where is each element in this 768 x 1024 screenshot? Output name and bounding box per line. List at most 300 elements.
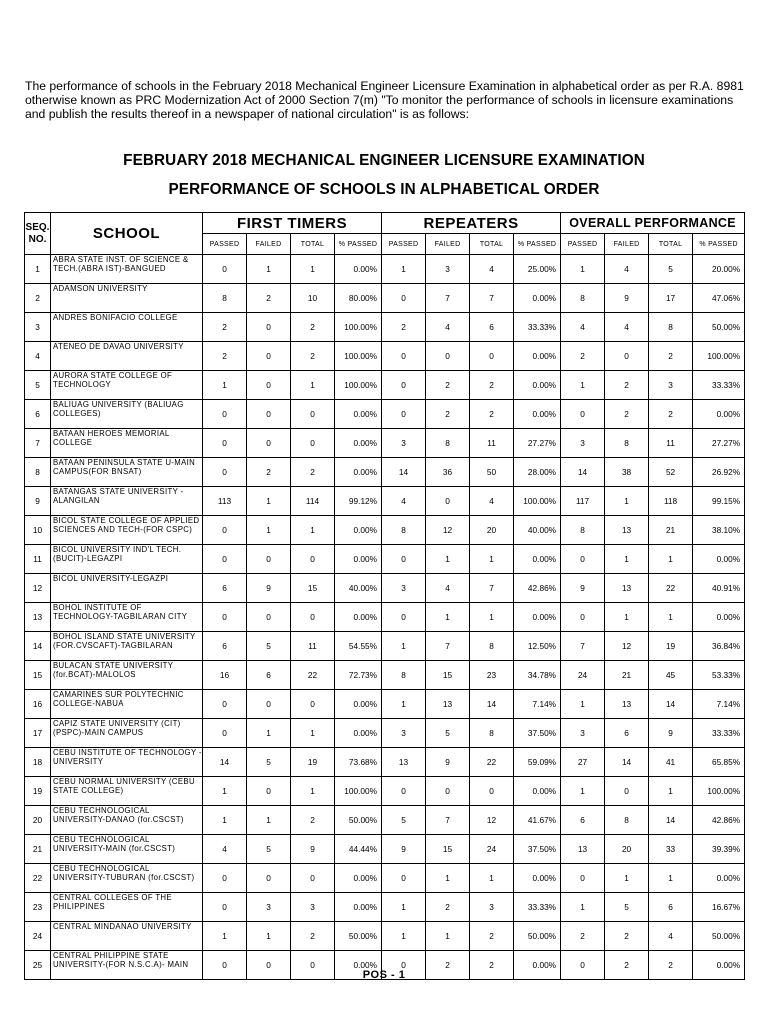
first-timers-failed-cell: 0	[247, 864, 291, 893]
first-timers-passed-cell: 0	[203, 458, 247, 487]
first-timers-failed-cell: 5	[247, 748, 291, 777]
repeaters-passed-cell: 1	[382, 255, 426, 284]
overall-passed-cell: 7	[561, 632, 605, 661]
table-row	[25, 719, 745, 748]
ft-percent-passed-header: % PASSED	[335, 234, 382, 255]
repeaters-percent-passed-cell: 27.27%	[514, 429, 561, 458]
seq-no-cell: 17	[25, 719, 51, 748]
overall-percent-passed-cell: 20.00%	[693, 255, 745, 284]
overall-percent-passed-cell: 27.27%	[693, 429, 745, 458]
repeaters-percent-passed-cell: 34.78%	[514, 661, 561, 690]
first-timers-failed-cell: 5	[247, 835, 291, 864]
overall-passed-cell: 3	[561, 719, 605, 748]
overall-percent-passed-cell: 100.00%	[693, 342, 745, 371]
repeaters-header: REPEATERS	[382, 213, 561, 234]
overall-failed-cell: 1	[605, 487, 649, 516]
overall-total-cell: 6	[649, 893, 693, 922]
repeaters-failed-cell: 12	[426, 516, 470, 545]
first-timers-total-cell: 0	[291, 951, 335, 980]
overall-passed-cell: 117	[561, 487, 605, 516]
overall-failed-cell: 1	[605, 603, 649, 632]
seq-no-cell: 22	[25, 864, 51, 893]
repeaters-total-cell: 2	[470, 922, 514, 951]
first-timers-failed-cell: 0	[247, 313, 291, 342]
report-subtitle: PERFORMANCE OF SCHOOLS IN ALPHABETICAL ORDER	[168, 181, 600, 198]
school-name-cell: ANDRES BONIFACIO COLLEGE	[51, 313, 203, 342]
overall-total-cell: 52	[649, 458, 693, 487]
repeaters-failed-cell: 1	[426, 864, 470, 893]
overall-total-cell: 9	[649, 719, 693, 748]
overall-failed-cell: 0	[605, 342, 649, 371]
school-name-cell: CEBU INSTITUTE OF TECHNOLOGY - UNIVERSITY	[51, 748, 203, 777]
seq-no-cell: 24	[25, 922, 51, 951]
overall-performance-header: OVERALL PERFORMANCE	[561, 213, 745, 234]
repeaters-passed-cell: 0	[382, 777, 426, 806]
overall-passed-cell: 14	[561, 458, 605, 487]
repeaters-passed-cell: 4	[382, 487, 426, 516]
first-timers-passed-cell: 2	[203, 313, 247, 342]
school-name-cell: CEBU TECHNOLOGICAL UNIVERSITY-TUBURAN (for.CSCST)	[51, 864, 203, 893]
overall-total-cell: 8	[649, 313, 693, 342]
school-name-cell: CEBU TECHNOLOGICAL UNIVERSITY-DANAO (for.CSCST)	[51, 806, 203, 835]
overall-failed-cell: 13	[605, 516, 649, 545]
repeaters-total-cell: 3	[470, 893, 514, 922]
first-timers-failed-cell: 0	[247, 951, 291, 980]
repeaters-percent-passed-cell: 0.00%	[514, 284, 561, 313]
overall-passed-cell: 8	[561, 516, 605, 545]
repeaters-total-cell: 6	[470, 313, 514, 342]
overall-passed-cell: 0	[561, 951, 605, 980]
overall-total-cell: 41	[649, 748, 693, 777]
first-timers-total-cell: 22	[291, 661, 335, 690]
repeaters-failed-cell: 36	[426, 458, 470, 487]
repeaters-percent-passed-cell: 0.00%	[514, 603, 561, 632]
repeaters-failed-cell: 5	[426, 719, 470, 748]
overall-total-cell: 3	[649, 371, 693, 400]
seq-no-cell: 10	[25, 516, 51, 545]
repeaters-total-cell: 24	[470, 835, 514, 864]
first-timers-total-cell: 0	[291, 864, 335, 893]
overall-percent-passed-cell: 0.00%	[693, 400, 745, 429]
first-timers-passed-cell: 0	[203, 400, 247, 429]
first-timers-passed-cell: 8	[203, 284, 247, 313]
first-timers-percent-passed-cell: 99.12%	[335, 487, 382, 516]
performance-table	[24, 212, 745, 980]
repeaters-failed-cell: 9	[426, 748, 470, 777]
overall-percent-passed-cell: 16.67%	[693, 893, 745, 922]
table-row	[25, 487, 745, 516]
repeaters-passed-cell: 1	[382, 632, 426, 661]
overall-percent-passed-cell: 33.33%	[693, 719, 745, 748]
ov-passed-header: PASSED	[561, 234, 605, 255]
overall-total-cell: 22	[649, 574, 693, 603]
school-name-cell: BATAAN HEROES MEMORIAL COLLEGE	[51, 429, 203, 458]
seq-no-cell: 1	[25, 255, 51, 284]
seq-no-cell: 7	[25, 429, 51, 458]
first-timers-total-cell: 1	[291, 777, 335, 806]
table-row	[25, 458, 745, 487]
table-row	[25, 545, 745, 574]
repeaters-passed-cell: 2	[382, 313, 426, 342]
first-timers-passed-cell: 6	[203, 632, 247, 661]
repeaters-percent-passed-cell: 0.00%	[514, 777, 561, 806]
repeaters-total-cell: 2	[470, 371, 514, 400]
first-timers-passed-cell: 1	[203, 922, 247, 951]
repeaters-passed-cell: 1	[382, 893, 426, 922]
overall-percent-passed-cell: 39.39%	[693, 835, 745, 864]
repeaters-total-cell: 8	[470, 719, 514, 748]
first-timers-failed-cell: 0	[247, 603, 291, 632]
first-timers-passed-cell: 0	[203, 719, 247, 748]
first-timers-percent-passed-cell: 40.00%	[335, 574, 382, 603]
repeaters-percent-passed-cell: 42.86%	[514, 574, 561, 603]
ft-failed-header: FAILED	[247, 234, 291, 255]
repeaters-percent-passed-cell: 59.09%	[514, 748, 561, 777]
first-timers-percent-passed-cell: 100.00%	[335, 371, 382, 400]
overall-failed-cell: 2	[605, 922, 649, 951]
first-timers-failed-cell: 2	[247, 458, 291, 487]
repeaters-failed-cell: 3	[426, 255, 470, 284]
table-body	[25, 255, 745, 980]
repeaters-percent-passed-cell: 37.50%	[514, 835, 561, 864]
first-timers-percent-passed-cell: 0.00%	[335, 864, 382, 893]
first-timers-total-cell: 2	[291, 922, 335, 951]
first-timers-failed-cell: 0	[247, 777, 291, 806]
ov-percent-passed-header: % PASSED	[693, 234, 745, 255]
first-timers-failed-cell: 1	[247, 922, 291, 951]
rp-failed-header: FAILED	[426, 234, 470, 255]
overall-failed-cell: 1	[605, 545, 649, 574]
repeaters-passed-cell: 0	[382, 603, 426, 632]
first-timers-percent-passed-cell: 100.00%	[335, 342, 382, 371]
repeaters-total-cell: 8	[470, 632, 514, 661]
overall-failed-cell: 4	[605, 313, 649, 342]
first-timers-passed-cell: 113	[203, 487, 247, 516]
overall-failed-cell: 14	[605, 748, 649, 777]
table-row	[25, 864, 745, 893]
repeaters-passed-cell: 0	[382, 951, 426, 980]
seq-no-cell: 20	[25, 806, 51, 835]
table-row	[25, 922, 745, 951]
repeaters-percent-passed-cell: 50.00%	[514, 922, 561, 951]
first-timers-total-cell: 9	[291, 835, 335, 864]
first-timers-passed-cell: 0	[203, 429, 247, 458]
table-row	[25, 429, 745, 458]
overall-percent-passed-cell: 100.00%	[693, 777, 745, 806]
table-row	[25, 255, 745, 284]
overall-percent-passed-cell: 50.00%	[693, 313, 745, 342]
school-name-cell: CEBU TECHNOLOGICAL UNIVERSITY-MAIN (for.CSCST)	[51, 835, 203, 864]
rp-total-header: TOTAL	[470, 234, 514, 255]
repeaters-total-cell: 12	[470, 806, 514, 835]
repeaters-percent-passed-cell: 100.00%	[514, 487, 561, 516]
repeaters-percent-passed-cell: 0.00%	[514, 951, 561, 980]
first-timers-failed-cell: 9	[247, 574, 291, 603]
overall-failed-cell: 2	[605, 951, 649, 980]
seq-no-cell: 13	[25, 603, 51, 632]
first-timers-passed-cell: 0	[203, 255, 247, 284]
table-row	[25, 400, 745, 429]
first-timers-passed-cell: 1	[203, 371, 247, 400]
overall-failed-cell: 4	[605, 255, 649, 284]
report-title: FEBRUARY 2018 MECHANICAL ENGINEER LICENSURE EXAMINATION	[123, 152, 645, 169]
overall-total-cell: 2	[649, 342, 693, 371]
first-timers-total-cell: 1	[291, 255, 335, 284]
first-timers-total-cell: 2	[291, 806, 335, 835]
repeaters-passed-cell: 14	[382, 458, 426, 487]
overall-total-cell: 118	[649, 487, 693, 516]
repeaters-passed-cell: 0	[382, 284, 426, 313]
repeaters-percent-passed-cell: 28.00%	[514, 458, 561, 487]
seq-no-cell: 11	[25, 545, 51, 574]
first-timers-failed-cell: 1	[247, 487, 291, 516]
first-timers-total-cell: 0	[291, 603, 335, 632]
overall-total-cell: 1	[649, 777, 693, 806]
repeaters-total-cell: 50	[470, 458, 514, 487]
first-timers-passed-cell: 0	[203, 603, 247, 632]
overall-percent-passed-cell: 26.92%	[693, 458, 745, 487]
first-timers-total-cell: 11	[291, 632, 335, 661]
overall-passed-cell: 13	[561, 835, 605, 864]
overall-passed-cell: 1	[561, 690, 605, 719]
repeaters-percent-passed-cell: 25.00%	[514, 255, 561, 284]
overall-passed-cell: 0	[561, 603, 605, 632]
first-timers-header: FIRST TIMERS	[203, 213, 382, 234]
overall-passed-cell: 0	[561, 400, 605, 429]
first-timers-passed-cell: 14	[203, 748, 247, 777]
table-row	[25, 371, 745, 400]
first-timers-percent-passed-cell: 54.55%	[335, 632, 382, 661]
first-timers-total-cell: 114	[291, 487, 335, 516]
first-timers-percent-passed-cell: 100.00%	[335, 313, 382, 342]
ft-passed-header: PASSED	[203, 234, 247, 255]
repeaters-passed-cell: 3	[382, 429, 426, 458]
repeaters-failed-cell: 8	[426, 429, 470, 458]
overall-passed-cell: 0	[561, 864, 605, 893]
repeaters-total-cell: 0	[470, 777, 514, 806]
repeaters-percent-passed-cell: 0.00%	[514, 545, 561, 574]
first-timers-percent-passed-cell: 50.00%	[335, 806, 382, 835]
seq-no-cell: 21	[25, 835, 51, 864]
overall-failed-cell: 20	[605, 835, 649, 864]
seq-no-cell: 23	[25, 893, 51, 922]
intro-paragraph: The performance of schools in the February 2018 Mechanical Engineer Licensure Examination in alphabetical order as per R.A. 8981 otherwise known as PRC Modernization Act of 2000 Section 7(m) "To monitor the performance of schools in licensure examinations and publish the results thereof in a newspaper of national circulation" is as follows:	[25, 79, 744, 121]
overall-passed-cell: 4	[561, 313, 605, 342]
repeaters-failed-cell: 2	[426, 893, 470, 922]
overall-passed-cell: 2	[561, 342, 605, 371]
first-timers-percent-passed-cell: 0.00%	[335, 893, 382, 922]
overall-total-cell: 19	[649, 632, 693, 661]
school-name-cell: ATENEO DE DAVAO UNIVERSITY	[51, 342, 203, 371]
repeaters-total-cell: 22	[470, 748, 514, 777]
school-name-cell: BATANGAS STATE UNIVERSITY - ALANGILAN	[51, 487, 203, 516]
school-name-cell: BATAAN PENINSULA STATE U-MAIN CAMPUS(FOR BNSAT)	[51, 458, 203, 487]
rp-passed-header: PASSED	[382, 234, 426, 255]
repeaters-percent-passed-cell: 37.50%	[514, 719, 561, 748]
school-name-cell: CENTRAL PHILIPPINE STATE UNIVERSITY-(FOR N.S.C.A)- MAIN	[51, 951, 203, 980]
seq-no-cell: 19	[25, 777, 51, 806]
table-row	[25, 661, 745, 690]
repeaters-passed-cell: 3	[382, 719, 426, 748]
overall-failed-cell: 1	[605, 864, 649, 893]
overall-passed-cell: 0	[561, 545, 605, 574]
repeaters-percent-passed-cell: 12.50%	[514, 632, 561, 661]
repeaters-total-cell: 1	[470, 545, 514, 574]
repeaters-passed-cell: 13	[382, 748, 426, 777]
first-timers-passed-cell: 16	[203, 661, 247, 690]
overall-failed-cell: 6	[605, 719, 649, 748]
overall-passed-cell: 1	[561, 777, 605, 806]
first-timers-failed-cell: 0	[247, 371, 291, 400]
overall-failed-cell: 2	[605, 371, 649, 400]
overall-total-cell: 33	[649, 835, 693, 864]
first-timers-failed-cell: 2	[247, 284, 291, 313]
seq-no-cell: 12	[25, 574, 51, 603]
overall-passed-cell: 1	[561, 255, 605, 284]
repeaters-passed-cell: 0	[382, 400, 426, 429]
seq-no-cell: 25	[25, 951, 51, 980]
table-row	[25, 806, 745, 835]
overall-total-cell: 1	[649, 864, 693, 893]
repeaters-percent-passed-cell: 40.00%	[514, 516, 561, 545]
seq-no-header: SEQ. NO.	[25, 213, 51, 255]
overall-passed-cell: 2	[561, 922, 605, 951]
seq-no-cell: 16	[25, 690, 51, 719]
repeaters-percent-passed-cell: 0.00%	[514, 342, 561, 371]
first-timers-percent-passed-cell: 100.00%	[335, 777, 382, 806]
first-timers-total-cell: 2	[291, 342, 335, 371]
overall-percent-passed-cell: 99.15%	[693, 487, 745, 516]
overall-percent-passed-cell: 47.06%	[693, 284, 745, 313]
seq-no-cell: 6	[25, 400, 51, 429]
repeaters-total-cell: 1	[470, 864, 514, 893]
first-timers-passed-cell: 1	[203, 777, 247, 806]
repeaters-total-cell: 2	[470, 400, 514, 429]
repeaters-passed-cell: 1	[382, 922, 426, 951]
overall-total-cell: 4	[649, 922, 693, 951]
first-timers-percent-passed-cell: 0.00%	[335, 951, 382, 980]
school-name-cell: ABRA STATE INST. OF SCIENCE & TECH.(ABRA IST)-BANGUED	[51, 255, 203, 284]
overall-percent-passed-cell: 38.10%	[693, 516, 745, 545]
repeaters-passed-cell: 0	[382, 545, 426, 574]
repeaters-failed-cell: 7	[426, 632, 470, 661]
repeaters-failed-cell: 0	[426, 487, 470, 516]
overall-percent-passed-cell: 0.00%	[693, 603, 745, 632]
first-timers-passed-cell: 0	[203, 690, 247, 719]
first-timers-total-cell: 2	[291, 458, 335, 487]
repeaters-passed-cell: 3	[382, 574, 426, 603]
overall-failed-cell: 8	[605, 806, 649, 835]
overall-total-cell: 11	[649, 429, 693, 458]
repeaters-failed-cell: 1	[426, 545, 470, 574]
overall-passed-cell: 27	[561, 748, 605, 777]
repeaters-passed-cell: 0	[382, 864, 426, 893]
table-row	[25, 835, 745, 864]
repeaters-total-cell: 23	[470, 661, 514, 690]
first-timers-failed-cell: 6	[247, 661, 291, 690]
overall-total-cell: 14	[649, 690, 693, 719]
first-timers-total-cell: 0	[291, 545, 335, 574]
overall-failed-cell: 13	[605, 690, 649, 719]
repeaters-failed-cell: 4	[426, 574, 470, 603]
first-timers-passed-cell: 1	[203, 806, 247, 835]
overall-total-cell: 45	[649, 661, 693, 690]
overall-percent-passed-cell: 0.00%	[693, 545, 745, 574]
repeaters-passed-cell: 0	[382, 342, 426, 371]
school-name-cell: CENTRAL COLLEGES OF THE PHILIPPINES	[51, 893, 203, 922]
first-timers-percent-passed-cell: 0.00%	[335, 719, 382, 748]
first-timers-total-cell: 19	[291, 748, 335, 777]
first-timers-failed-cell: 0	[247, 690, 291, 719]
overall-percent-passed-cell: 50.00%	[693, 922, 745, 951]
overall-total-cell: 5	[649, 255, 693, 284]
school-header: SCHOOL	[51, 213, 203, 255]
overall-percent-passed-cell: 0.00%	[693, 951, 745, 980]
first-timers-failed-cell: 3	[247, 893, 291, 922]
overall-passed-cell: 3	[561, 429, 605, 458]
overall-total-cell: 2	[649, 400, 693, 429]
repeaters-total-cell: 11	[470, 429, 514, 458]
overall-passed-cell: 9	[561, 574, 605, 603]
first-timers-failed-cell: 0	[247, 400, 291, 429]
repeaters-total-cell: 2	[470, 951, 514, 980]
school-name-cell: BOHOL ISLAND STATE UNIVERSITY (FOR.CVSCAFT)-TAGBILARAN	[51, 632, 203, 661]
repeaters-passed-cell: 0	[382, 371, 426, 400]
repeaters-failed-cell: 2	[426, 951, 470, 980]
first-timers-failed-cell: 1	[247, 719, 291, 748]
repeaters-percent-passed-cell: 33.33%	[514, 893, 561, 922]
repeaters-total-cell: 0	[470, 342, 514, 371]
school-name-cell: BICOL UNIVERSITY IND'L TECH.(BUCIT)-LEGAZPI	[51, 545, 203, 574]
school-name-cell: ADAMSON UNIVERSITY	[51, 284, 203, 313]
first-timers-percent-passed-cell: 0.00%	[335, 400, 382, 429]
repeaters-failed-cell: 4	[426, 313, 470, 342]
first-timers-total-cell: 15	[291, 574, 335, 603]
repeaters-failed-cell: 13	[426, 690, 470, 719]
repeaters-passed-cell: 8	[382, 661, 426, 690]
repeaters-percent-passed-cell: 7.14%	[514, 690, 561, 719]
first-timers-percent-passed-cell: 72.73%	[335, 661, 382, 690]
overall-passed-cell: 8	[561, 284, 605, 313]
repeaters-passed-cell: 1	[382, 690, 426, 719]
repeaters-failed-cell: 1	[426, 922, 470, 951]
school-name-cell: BULACAN STATE UNIVERSITY (for.BCAT)-MALOLOS	[51, 661, 203, 690]
first-timers-percent-passed-cell: 50.00%	[335, 922, 382, 951]
first-timers-passed-cell: 0	[203, 893, 247, 922]
first-timers-percent-passed-cell: 73.68%	[335, 748, 382, 777]
first-timers-total-cell: 1	[291, 516, 335, 545]
overall-failed-cell: 12	[605, 632, 649, 661]
seq-no-cell: 2	[25, 284, 51, 313]
overall-failed-cell: 0	[605, 777, 649, 806]
first-timers-total-cell: 1	[291, 719, 335, 748]
table-row	[25, 690, 745, 719]
repeaters-total-cell: 1	[470, 603, 514, 632]
repeaters-failed-cell: 0	[426, 777, 470, 806]
seq-no-cell: 9	[25, 487, 51, 516]
table-row	[25, 748, 745, 777]
overall-failed-cell: 38	[605, 458, 649, 487]
ov-total-header: TOTAL	[649, 234, 693, 255]
first-timers-passed-cell: 2	[203, 342, 247, 371]
overall-percent-passed-cell: 65.85%	[693, 748, 745, 777]
table-row	[25, 313, 745, 342]
table-row	[25, 603, 745, 632]
overall-failed-cell: 8	[605, 429, 649, 458]
first-timers-failed-cell: 1	[247, 516, 291, 545]
seq-no-cell: 18	[25, 748, 51, 777]
first-timers-passed-cell: 0	[203, 864, 247, 893]
